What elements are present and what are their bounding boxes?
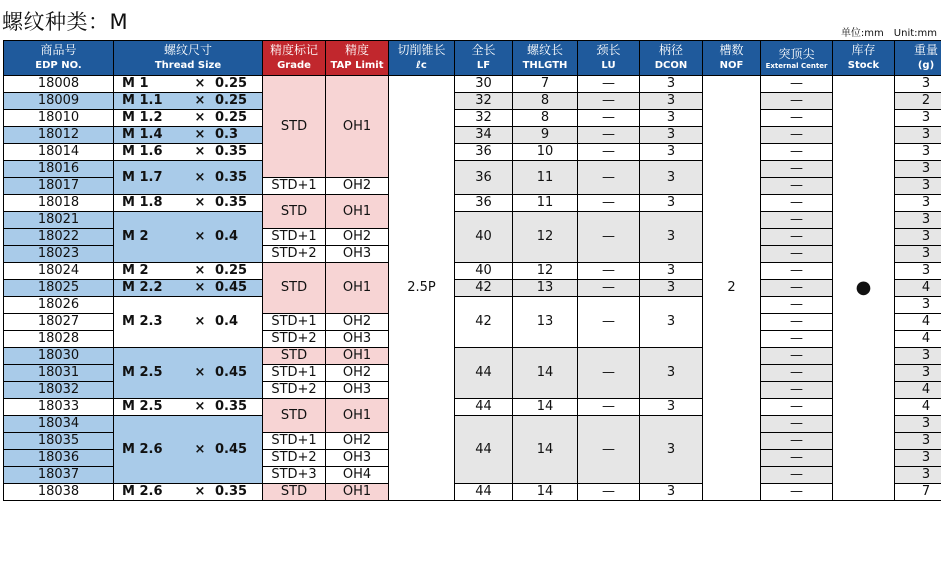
thread-diameter: M 2.5 [122, 399, 163, 414]
thread-size-cell [114, 280, 263, 297]
thread-length-cell: 9 [513, 127, 578, 144]
weight-cell: 7 [895, 484, 941, 501]
grade-cell: STD+1 [263, 433, 326, 450]
overall-length-cell: 30 [455, 76, 513, 93]
weight-cell: 3 [895, 110, 941, 127]
header-flutes-en: NOF [719, 60, 744, 71]
grade-cell: STD+2 [263, 382, 326, 399]
thread-diameter: M 2.6 [122, 441, 163, 457]
external-center-cell: — [761, 382, 833, 399]
shank-dia-cell: 3 [640, 280, 703, 297]
table-row [4, 195, 941, 212]
weight-cell: 4 [895, 331, 941, 348]
external-center-cell: — [761, 297, 833, 314]
tap-limit-cell: OH1 [326, 484, 389, 501]
neck-length-cell: — [578, 280, 640, 297]
overall-length-cell: 44 [455, 399, 513, 416]
external-center-cell: — [761, 348, 833, 365]
edp-cell: 18026 [4, 297, 114, 314]
thread-size-cell [114, 161, 263, 195]
header-neck-length-en: LU [601, 60, 616, 71]
thread-times-sign: × [194, 365, 206, 380]
thread-length-cell: 14 [513, 399, 578, 416]
table-row [4, 348, 941, 365]
weight-cell: 4 [895, 382, 941, 399]
shank-dia-cell: 3 [640, 399, 703, 416]
external-center-cell: — [761, 467, 833, 484]
thread-pitch: 0.35 [215, 399, 248, 414]
grade-cell: STD [263, 484, 326, 501]
header-tap-limit-cn: 精度 [344, 43, 369, 57]
thread-pitch: 0.35 [215, 484, 248, 499]
edp-cell: 18016 [4, 161, 114, 178]
thread-pitch: 0.25 [215, 263, 248, 278]
neck-length-cell: — [578, 195, 640, 212]
thread-times-sign: × [194, 110, 206, 125]
thread-times-sign: × [194, 314, 206, 329]
weight-cell: 3 [895, 297, 941, 314]
thread-times-sign: × [194, 76, 206, 91]
thread-pitch: 0.25 [215, 76, 248, 91]
thread-diameter: M 2.5 [122, 365, 163, 380]
weight-cell: 3 [895, 246, 941, 263]
thread-length-cell: 14 [513, 348, 578, 399]
tap-limit-cell: OH2 [326, 365, 389, 382]
stock-cell: ● [833, 76, 895, 501]
edp-cell: 18033 [4, 399, 114, 416]
thread-length-cell: 7 [513, 76, 578, 93]
header-tap-limit-en: TAP Limit [330, 60, 384, 71]
page-title: 螺纹种类：M [2, 10, 129, 34]
thread-diameter: M 1.7 [122, 169, 163, 185]
tap-limit-cell: OH1 [326, 399, 389, 433]
grade-cell: STD+1 [263, 229, 326, 246]
tap-limit-cell: OH1 [326, 348, 389, 365]
edp-cell: 18036 [4, 450, 114, 467]
grade-cell: STD+1 [263, 178, 326, 195]
header-neck-length-cn: 颈长 [596, 43, 621, 57]
shank-dia-cell: 3 [640, 484, 703, 501]
neck-length-cell: — [578, 93, 640, 110]
header-edp [4, 41, 114, 76]
edp-cell: 18032 [4, 382, 114, 399]
thread-diameter: M 1 [122, 76, 149, 91]
thread-times-sign: × [194, 169, 206, 185]
thread-times-sign: × [194, 263, 206, 278]
thread-length-cell: 13 [513, 280, 578, 297]
thread-length-cell: 12 [513, 212, 578, 263]
shank-dia-cell: 3 [640, 195, 703, 212]
overall-length-cell: 36 [455, 195, 513, 212]
thread-pitch: 0.45 [215, 280, 248, 295]
shank-dia-cell: 3 [640, 144, 703, 161]
edp-cell: 18009 [4, 93, 114, 110]
external-center-cell: — [761, 399, 833, 416]
thread-diameter: M 1.1 [122, 93, 163, 108]
weight-cell: 3 [895, 450, 941, 467]
weight-cell: 3 [895, 195, 941, 212]
table-row [4, 416, 941, 433]
thread-diameter: M 1.8 [122, 195, 163, 210]
thread-pitch: 0.4 [215, 229, 239, 244]
header-weight-en: (g) [917, 60, 935, 71]
thread-size-cell [114, 212, 263, 263]
overall-length-cell: 42 [455, 280, 513, 297]
thread-diameter: M 1.4 [122, 127, 163, 142]
external-center-cell: — [761, 450, 833, 467]
thread-pitch: 0.35 [215, 169, 248, 185]
external-center-cell: — [761, 127, 833, 144]
thread-size-cell [114, 263, 263, 280]
table-row [4, 110, 941, 127]
thread-times-sign: × [194, 441, 206, 457]
table-row [4, 484, 941, 501]
external-center-cell: — [761, 246, 833, 263]
tap-limit-cell: OH2 [326, 178, 389, 195]
header-thread-size-en: Thread Size [154, 60, 222, 71]
weight-cell: 4 [895, 399, 941, 416]
thread-size-cell [114, 297, 263, 348]
weight-cell: 3 [895, 433, 941, 450]
edp-cell: 18022 [4, 229, 114, 246]
header-chamfer [389, 41, 455, 76]
external-center-cell: — [761, 484, 833, 501]
thread-times-sign: × [194, 195, 206, 210]
table-row [4, 297, 941, 314]
grade-cell: STD+2 [263, 331, 326, 348]
edp-cell: 18037 [4, 467, 114, 484]
thread-times-sign: × [194, 127, 206, 142]
external-center-cell: — [761, 433, 833, 450]
external-center-cell: — [761, 229, 833, 246]
neck-length-cell: — [578, 416, 640, 484]
grade-cell: STD [263, 348, 326, 365]
shank-dia-cell: 3 [640, 127, 703, 144]
neck-length-cell: — [578, 263, 640, 280]
header-chamfer-cn: 切削锥长 [397, 43, 446, 57]
grade-cell: STD+1 [263, 365, 326, 382]
thread-pitch: 0.35 [215, 195, 248, 210]
weight-cell: 3 [895, 76, 941, 93]
edp-cell: 18024 [4, 263, 114, 280]
header-stock-en: Stock [847, 60, 880, 71]
page-header [0, 0, 941, 40]
external-center-cell: — [761, 212, 833, 229]
grade-cell: STD [263, 399, 326, 433]
weight-cell: 3 [895, 229, 941, 246]
table-row [4, 399, 941, 416]
header-stock [833, 41, 895, 76]
external-center-cell: — [761, 178, 833, 195]
overall-length-cell: 34 [455, 127, 513, 144]
thread-times-sign: × [194, 484, 206, 499]
table-body [4, 76, 941, 501]
neck-length-cell: — [578, 297, 640, 348]
overall-length-cell: 44 [455, 348, 513, 399]
chamfer-cell: 2.5P [389, 76, 455, 501]
header-edp-cn: 商品号 [40, 43, 77, 57]
spec-table [3, 40, 941, 501]
edp-cell: 18025 [4, 280, 114, 297]
tap-limit-cell: OH3 [326, 382, 389, 399]
tap-limit-cell: OH3 [326, 246, 389, 263]
header-grade-en: Grade [277, 60, 311, 71]
header-external-center-en: External Center [765, 61, 828, 70]
external-center-cell: — [761, 365, 833, 382]
header-thread-size-cn: 螺纹尺寸 [163, 43, 212, 57]
header-weight-cn: 重量 [913, 43, 938, 57]
neck-length-cell: — [578, 399, 640, 416]
thread-times-sign: × [194, 229, 206, 244]
thread-size-cell [114, 195, 263, 212]
grade-cell: STD [263, 76, 326, 178]
thread-length-cell: 8 [513, 93, 578, 110]
neck-length-cell: — [578, 76, 640, 93]
grade-cell: STD [263, 263, 326, 314]
tap-limit-cell: OH2 [326, 229, 389, 246]
weight-cell: 2 [895, 93, 941, 110]
tap-limit-cell: OH2 [326, 433, 389, 450]
shank-dia-cell: 3 [640, 161, 703, 195]
edp-cell: 18012 [4, 127, 114, 144]
thread-pitch: 0.45 [215, 441, 248, 457]
thread-size-cell [114, 348, 263, 399]
edp-cell: 18030 [4, 348, 114, 365]
edp-cell: 18023 [4, 246, 114, 263]
weight-cell: 3 [895, 348, 941, 365]
thread-length-cell: 11 [513, 161, 578, 195]
tap-limit-cell: OH3 [326, 450, 389, 467]
shank-dia-cell: 3 [640, 297, 703, 348]
header-shank-dia-en: DCON [654, 60, 688, 71]
thread-length-cell: 14 [513, 416, 578, 484]
thread-pitch: 0.35 [215, 144, 248, 159]
header-weight [895, 41, 941, 76]
weight-cell: 3 [895, 127, 941, 144]
overall-length-cell: 32 [455, 93, 513, 110]
thread-length-cell: 10 [513, 144, 578, 161]
header-flutes [703, 41, 761, 76]
header-tap-limit [326, 41, 389, 76]
header-thread-size [114, 41, 263, 76]
thread-pitch: 0.45 [215, 365, 248, 380]
external-center-cell: — [761, 93, 833, 110]
edp-cell: 18028 [4, 331, 114, 348]
external-center-cell: — [761, 144, 833, 161]
thread-times-sign: × [194, 144, 206, 159]
overall-length-cell: 36 [455, 144, 513, 161]
table-header-row [4, 41, 941, 76]
weight-cell: 3 [895, 365, 941, 382]
edp-cell: 18021 [4, 212, 114, 229]
thread-length-cell: 13 [513, 297, 578, 348]
overall-length-cell: 42 [455, 297, 513, 348]
header-grade-cn: 精度标记 [269, 43, 318, 57]
thread-times-sign: × [194, 399, 206, 414]
external-center-cell: — [761, 314, 833, 331]
edp-cell: 18018 [4, 195, 114, 212]
edp-cell: 18038 [4, 484, 114, 501]
thread-times-sign: × [194, 280, 206, 295]
neck-length-cell: — [578, 212, 640, 263]
grade-cell: STD [263, 195, 326, 229]
header-overall-length [455, 41, 513, 76]
external-center-cell: — [761, 161, 833, 178]
shank-dia-cell: 3 [640, 348, 703, 399]
weight-cell: 3 [895, 178, 941, 195]
weight-cell: 3 [895, 212, 941, 229]
edp-cell: 18027 [4, 314, 114, 331]
grade-cell: STD+1 [263, 314, 326, 331]
overall-length-cell: 44 [455, 484, 513, 501]
weight-cell: 3 [895, 263, 941, 280]
thread-size-cell [114, 127, 263, 144]
overall-length-cell: 40 [455, 263, 513, 280]
grade-cell: STD+2 [263, 450, 326, 467]
table-row [4, 76, 941, 93]
thread-length-cell: 12 [513, 263, 578, 280]
thread-diameter: M 2.2 [122, 280, 163, 295]
thread-times-sign: × [194, 93, 206, 108]
header-overall-length-cn: 全长 [471, 43, 496, 57]
thread-diameter: M 2 [122, 229, 149, 244]
edp-cell: 18010 [4, 110, 114, 127]
neck-length-cell: — [578, 110, 640, 127]
tap-limit-cell: OH1 [326, 76, 389, 178]
table-row [4, 161, 941, 178]
overall-length-cell: 32 [455, 110, 513, 127]
overall-length-cell: 40 [455, 212, 513, 263]
thread-diameter: M 2.3 [122, 314, 163, 329]
table-row [4, 93, 941, 110]
external-center-cell: — [761, 195, 833, 212]
unit-label: 单位:mm Unit:mm [840, 28, 937, 39]
weight-cell: 3 [895, 161, 941, 178]
neck-length-cell: — [578, 144, 640, 161]
table-row [4, 212, 941, 229]
external-center-cell: — [761, 280, 833, 297]
shank-dia-cell: 3 [640, 212, 703, 263]
overall-length-cell: 36 [455, 161, 513, 195]
edp-cell: 18035 [4, 433, 114, 450]
edp-cell: 18017 [4, 178, 114, 195]
edp-cell: 18014 [4, 144, 114, 161]
header-edp-en: EDP NO. [35, 60, 82, 71]
header-chamfer-en: ℓc [416, 60, 427, 71]
thread-diameter: M 2.6 [122, 484, 163, 499]
thread-pitch: 0.4 [215, 314, 239, 329]
header-stock-cn: 库存 [851, 43, 876, 57]
external-center-cell: — [761, 263, 833, 280]
weight-cell: 3 [895, 467, 941, 484]
weight-cell: 3 [895, 144, 941, 161]
thread-diameter: M 1.2 [122, 110, 163, 125]
shank-dia-cell: 3 [640, 110, 703, 127]
shank-dia-cell: 3 [640, 416, 703, 484]
thread-length-cell: 14 [513, 484, 578, 501]
header-flutes-cn: 槽数 [719, 43, 744, 57]
shank-dia-cell: 3 [640, 93, 703, 110]
tap-limit-cell: OH1 [326, 195, 389, 229]
header-neck-length [578, 41, 640, 76]
flutes-cell: 2 [703, 76, 761, 501]
thread-diameter: M 1.6 [122, 144, 163, 159]
neck-length-cell: — [578, 161, 640, 195]
table-row [4, 280, 941, 297]
external-center-cell: — [761, 416, 833, 433]
header-grade [263, 41, 326, 76]
external-center-cell: — [761, 76, 833, 93]
thread-length-cell: 11 [513, 195, 578, 212]
external-center-cell: — [761, 110, 833, 127]
tap-limit-cell: OH2 [326, 314, 389, 331]
tap-limit-cell: OH4 [326, 467, 389, 484]
header-thread-length-cn: 螺纹长 [526, 43, 563, 57]
thread-pitch: 0.25 [215, 110, 248, 125]
weight-cell: 3 [895, 416, 941, 433]
edp-cell: 18034 [4, 416, 114, 433]
overall-length-cell: 44 [455, 416, 513, 484]
tap-limit-cell: OH1 [326, 263, 389, 314]
edp-cell: 18008 [4, 76, 114, 93]
external-center-cell: — [761, 331, 833, 348]
weight-cell: 4 [895, 314, 941, 331]
thread-size-cell [114, 416, 263, 484]
thread-size-cell [114, 93, 263, 110]
thread-size-cell [114, 399, 263, 416]
grade-cell: STD+3 [263, 467, 326, 484]
neck-length-cell: — [578, 127, 640, 144]
header-external-center [761, 41, 833, 76]
header-shank-dia-cn: 柄径 [658, 43, 683, 57]
table-row [4, 144, 941, 161]
header-thread-length-en: THLGTH [522, 60, 568, 71]
edp-cell: 18031 [4, 365, 114, 382]
header-overall-length-en: LF [476, 60, 491, 71]
table-row [4, 263, 941, 280]
thread-length-cell: 8 [513, 110, 578, 127]
tap-limit-cell: OH3 [326, 331, 389, 348]
thread-size-cell [114, 76, 263, 93]
neck-length-cell: — [578, 484, 640, 501]
weight-cell: 4 [895, 280, 941, 297]
thread-pitch: 0.3 [215, 127, 239, 142]
header-external-center-cn: 突顶尖 [778, 46, 815, 61]
header-shank-dia [640, 41, 703, 76]
thread-size-cell [114, 144, 263, 161]
header-thread-length [513, 41, 578, 76]
thread-pitch: 0.25 [215, 93, 248, 108]
shank-dia-cell: 3 [640, 76, 703, 93]
thread-diameter: M 2 [122, 263, 149, 278]
thread-size-cell [114, 110, 263, 127]
table-row [4, 127, 941, 144]
neck-length-cell: — [578, 348, 640, 399]
grade-cell: STD+2 [263, 246, 326, 263]
thread-size-cell [114, 484, 263, 501]
shank-dia-cell: 3 [640, 263, 703, 280]
